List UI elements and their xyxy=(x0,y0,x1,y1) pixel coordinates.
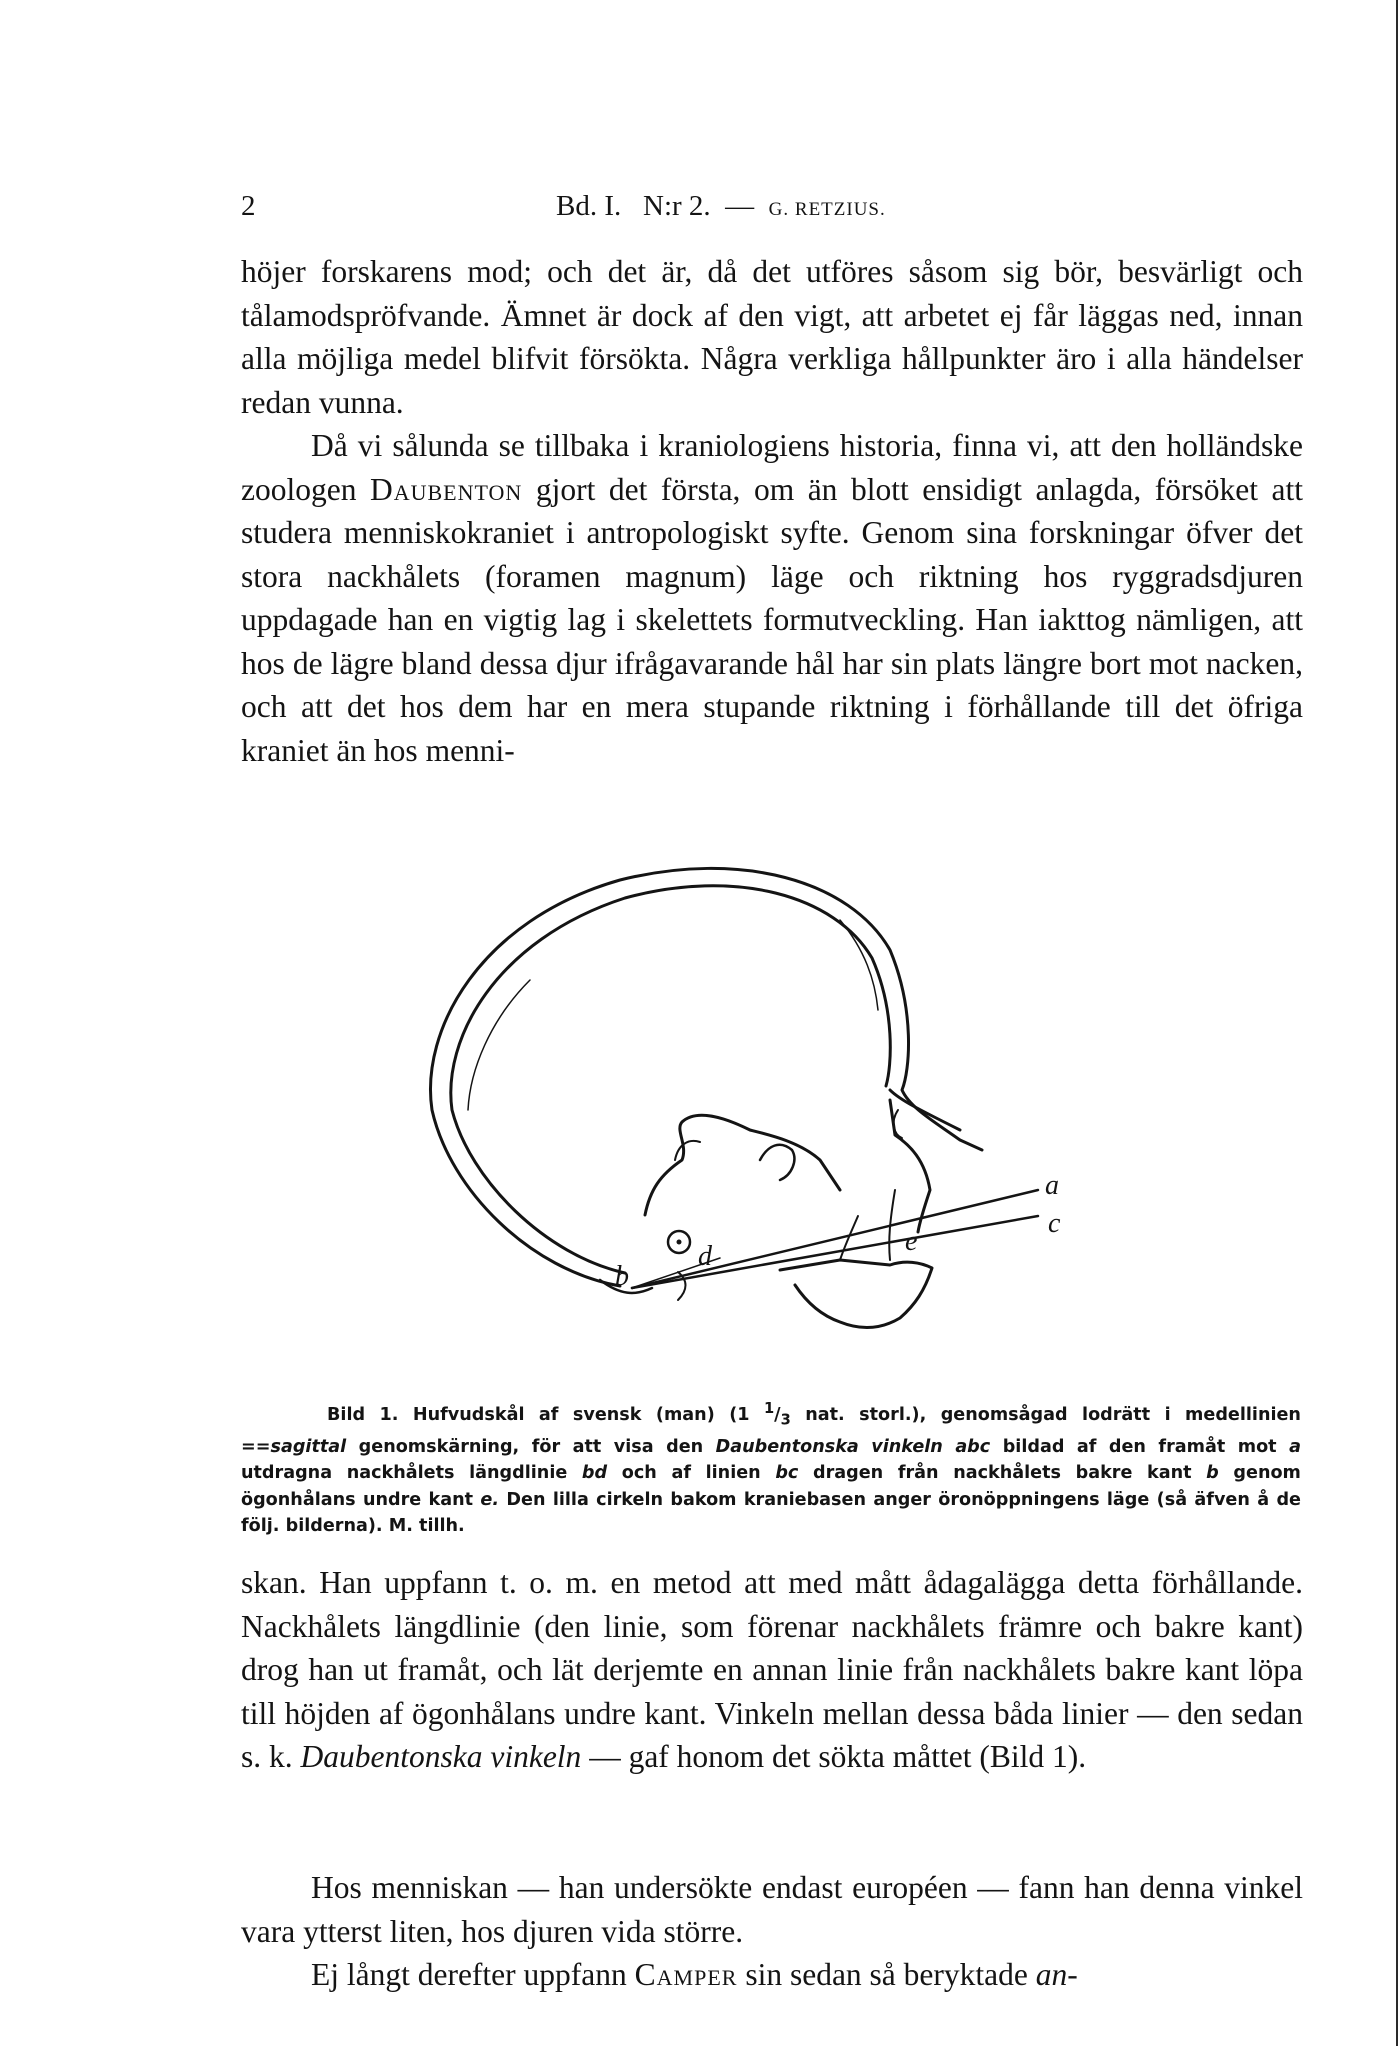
label-e: e xyxy=(905,1226,918,1257)
paragraph-3-text-a: skan. Han uppfann t. o. m. en metod att med mått ådagalägga detta förhållande. Nackhålets längdlinie (den linie, som förenar nackhålets främre och bakre kant) drog han ut framåt, och lät derjemte en annan linie från nackhålets bakre kant löpa till höjden af ögonhålans undre kant. Vinkeln mellan dessa båda linier — den sedan s. k. xyxy=(241,1565,1303,1774)
caption-text: dragen från nackhålets bakre kant xyxy=(813,1463,1192,1484)
caption-italic: bc xyxy=(775,1463,799,1484)
header-dash: — xyxy=(725,190,755,222)
name-camper: Camper xyxy=(634,1957,738,1992)
skull-cranial-base xyxy=(645,1115,840,1215)
paragraph-4: Hos menniskan — han undersökte endast européen — fann han denna vinkel vara ytterst liten, hos djuren vida större. xyxy=(241,1870,1303,1949)
label-b: b xyxy=(615,1261,629,1292)
caption-italic: sagittal xyxy=(270,1436,347,1457)
skull-maxilla xyxy=(780,1260,932,1328)
paragraph-5 xyxy=(241,1953,1303,1997)
header-citation xyxy=(556,190,886,223)
paragraph-5-text-a: Ej långt derefter uppfann xyxy=(311,1957,627,1992)
paragraph-5-text-b: sin sedan så beryktade xyxy=(745,1957,1028,1992)
header-number: N:r 2. xyxy=(643,190,711,222)
figure-caption: Bild 1. Hufvudskål af svensk (man) (1 $^1/_3$ nat. storl.), genomsågad lodrätt i medellinien ==sagittal genomskärning, för att visa den Daubentonska vinkeln abc bildad af den framåt mot a utdragna nackhålets längdlinie bd och af linien bc dragen från nackhålets bakre kant b genom ögonhålans undre kant e. Den lilla cirkeln bakom kraniebasen anger öronöppningens läge (så äfven å de följ. bilderna). M. tillh. xyxy=(241,1400,1301,1537)
header-volume: Bd. I. xyxy=(556,190,622,222)
caption-text: genomskärning, för att visa den xyxy=(358,1436,704,1457)
running-header xyxy=(241,190,1001,230)
paragraph-5-italic: an- xyxy=(1035,1957,1078,1992)
header-author: G. RETZIUS. xyxy=(768,199,886,220)
caption-italic: a xyxy=(1289,1436,1301,1457)
caption-italic: Daubentonska vinkeln xyxy=(715,1436,943,1457)
paragraph-2 xyxy=(241,424,1303,772)
caption-frac-den: 3 xyxy=(780,1411,791,1429)
paragraph-1: höjer forskarens mod; och det är, då det utföres såsom sig bör, besvärligt och tålamodspröfvande. Ämnet är dock af den vigt, att arbetet ej får läggas ned, innan alla möjliga medel blifvit försökta. Några verkliga hållpunkter äro i alla händelser redan vunna. xyxy=(241,254,1303,420)
skull-figure xyxy=(420,860,1160,1380)
caption-text: bildad af den framåt mot xyxy=(1002,1436,1277,1457)
caption-text: Den lilla cirkeln bakom kraniebasen anger öronöppningens läge (så äfven å de följ. bilderna). M. tillh. xyxy=(241,1489,1301,1537)
caption-text: utdragna nackhålets längdlinie xyxy=(241,1463,568,1484)
caption-text: genom ögonhålans undre kant xyxy=(241,1463,1301,1510)
paragraph-2-text-a: Då vi sålunda se tillbaka i kraniologiens historia, finna vi, att den holländske zoologen xyxy=(241,428,1303,507)
term-daubentonska-vinkeln: Daubentonska vinkeln xyxy=(300,1739,582,1774)
caption-italic: b xyxy=(1206,1463,1219,1484)
name-daubenton: Daubenton xyxy=(369,471,523,507)
caption-text: och af linien xyxy=(621,1463,761,1484)
caption-italic: abc xyxy=(955,1436,991,1457)
page-edge-line xyxy=(1394,0,1400,2046)
paragraph-3-text-b: — gaf honom det sökta måttet (Bild 1). xyxy=(589,1739,1087,1774)
paragraph-2-text-b: gjort det första, om än blott ensidigt anlagda, försöket att studera menniskokraniet i antropologiskt syfte. Genom sina forskningar öfver det stora nackhålets (foramen magnum) läge och riktning hos ryggradsdjuren uppdagade han en vigtig lag i skelettets formutveckling. Han iakttog nämligen, att hos de lägre bland dessa djur ifrågavarande hål har sin plats längre bort mot nacken, och att det hos dem har en mera stupande riktning i förhållande till det öfriga kraniet än hos menni- xyxy=(241,471,1304,768)
caption-italic: e. xyxy=(480,1489,500,1510)
label-d: d xyxy=(698,1241,712,1272)
caption-text: Hufvudskål af svensk (man) (1 xyxy=(412,1404,750,1425)
caption-italic: bd xyxy=(581,1463,608,1484)
paragraph-3 xyxy=(241,1561,1303,1779)
caption-text: nat. storl.), genomsågad lodrätt i medellinien == xyxy=(241,1404,1301,1457)
line-ba xyxy=(632,1190,1038,1288)
page-number: 2 xyxy=(241,190,256,222)
caption-label: Bild 1. xyxy=(327,1404,399,1425)
caption-frac-num: 1 xyxy=(763,1400,775,1417)
skull-inner-vault xyxy=(451,886,890,1273)
label-a: a xyxy=(1045,1170,1059,1201)
label-c: c xyxy=(1048,1208,1061,1239)
line-bc xyxy=(632,1216,1038,1288)
